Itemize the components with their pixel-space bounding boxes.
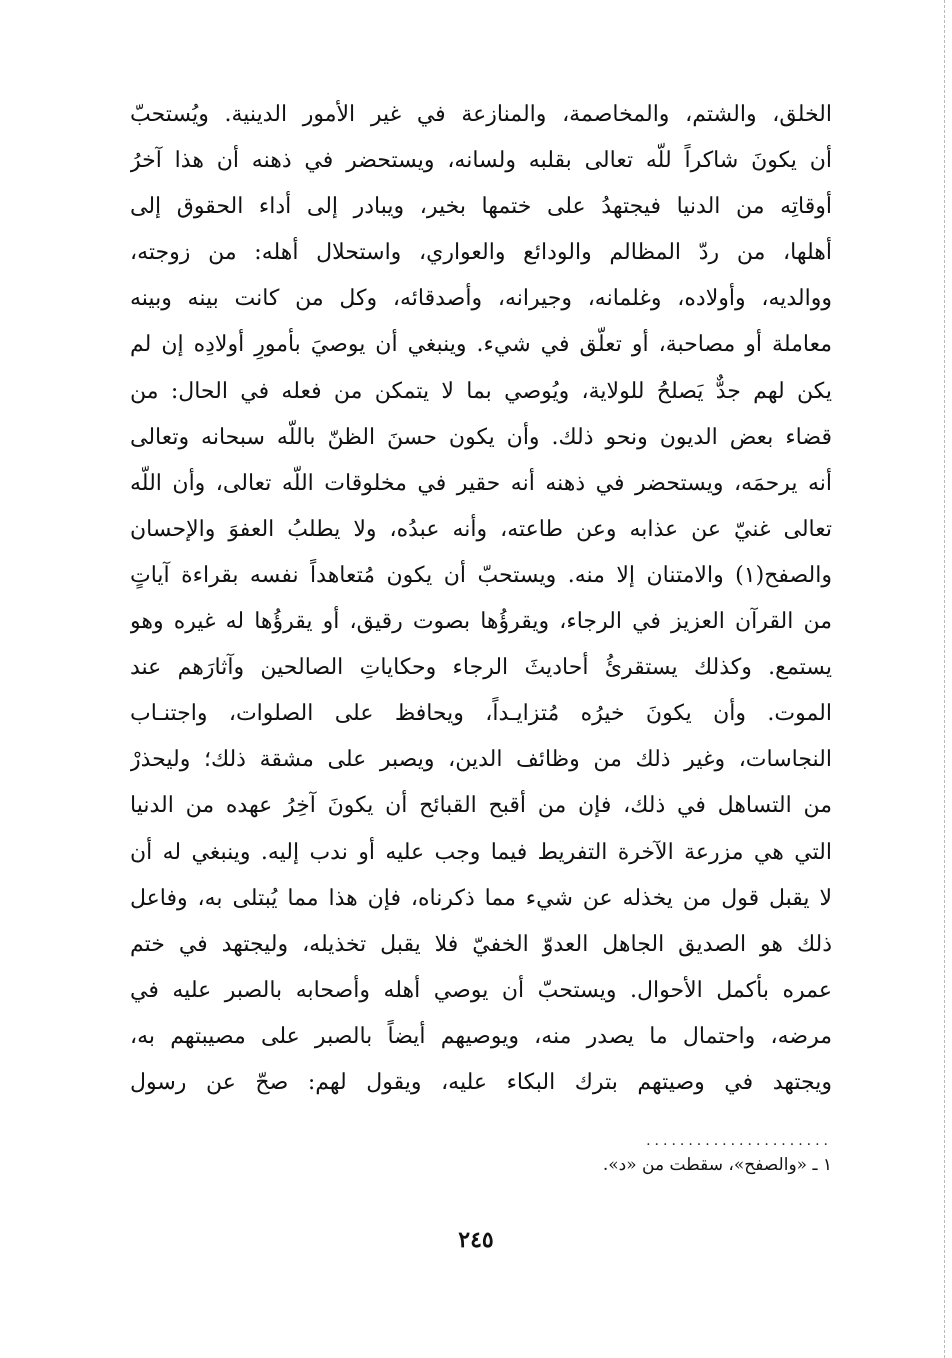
scan-edge-line [944,0,945,1358]
text-line: لا يقبل قول من يخذله عن شيء مما ذكرناه، فإن هذا مما يُبتلى به، وفاعل [130,885,832,911]
text-line: يستمع. وكذلك يستقرئُ أحاديثَ الرجاء وحكاياتِ الصالحين وآثارَهم عند [130,655,832,681]
text-line: معاملة أو مصاحبة، أو تعلّق في شيء. وينبغي أن يوصيَ بأمورِ أولادِه إن لم [130,332,832,358]
text-line: مرضه، واحتمال ما يصدر منه، ويوصيهم أيضاً بالصبر على مصيبتهم به، [130,1023,832,1049]
text-line: من القرآن العزيز في الرجاء، ويقرؤُها بصوت رقيق، أو يقرؤُها له غيره وهو [130,609,832,635]
text-line: والصفح(١) والامتنان إلا منه. ويستحبّ أن يكون مُتعاهداً نفسه بقراءة آياتٍ [130,562,832,588]
text-line: من التساهل في ذلك، فإن من أقبح القبائح أن يكونَ آخِرُ عهده من الدنيا [130,793,832,819]
text-line: التي هي مزرعة الآخرة التفريط فيما وجب عليه أو ندب إليه. وينبغي له أن [130,839,832,865]
text-line: عمره بأكمل الأحوال. ويستحبّ أن يوصي أهله وأصحابه بالصبر عليه في [130,977,832,1003]
text-line: أهلها، من ردّ المظالم والودائع والعواري، واستحلال أهله: من زوجته، [130,240,832,266]
text-line: الموت. وأن يكونَ خيرُه مُتزايـداً، ويحافظ على الصلوات، واجتنـاب [130,701,832,727]
footnote: ١ ـ «والصفح»، سقطت من «د». [602,1155,832,1175]
text-line: الخلق، والشتم، والمخاصمة، والمنازعة في غير الأمور الدينية. ويُستحبّ [130,102,832,127]
footnote-separator: ...................... [646,1136,832,1146]
text-line: أوقاتِه من الدنيا فيجتهدُ على ختمها بخير، ويبادر إلى أداء الحقوق إلى [130,194,832,220]
text-line: ووالديه، وأولاده، وغلمانه، وجيرانه، وأصدقائه، وكل من كانت بينه وبينه [130,286,832,312]
text-line: ويجتهد في وصيتهم بترك البكاء عليه، ويقول لهم: صحّ عن رسول [130,1069,832,1095]
page-number: ٢٤٥ [458,1227,494,1253]
text-line: أن يكونَ شاكراً للّه تعالى بقلبه ولسانه، ويستحضر في ذهنه أن هذا آخرُ [130,148,832,174]
body-text [130,92,832,1106]
text-line: تعالى غنيّ عن عذابه وعن طاعته، وأنه عبدُه، ولا يطلبُ العفوَ والإحسان [130,516,832,542]
text-line: قضاء بعض الديون ونحو ذلك. وأن يكون حسنَ الظنّ باللّه سبحانه وتعالى [130,424,832,450]
text-line: أنه يرحمَه، ويستحضر في ذهنه أنه حقير في مخلوقات اللّه تعالى، وأن اللّه [130,470,832,496]
text-line: ذلك هو الصديق الجاهل العدوّ الخفيّ فلا يقبل تخذيله، وليجتهد في ختم [130,931,832,957]
text-line: يكن لهم جدٌّ يَصلحُ للولاية، ويُوصي بما لا يتمكن من فعله في الحال: من [130,378,832,404]
text-line: النجاسات، وغير ذلك من وظائف الدين، ويصبر على مشقة ذلك؛ وليحذرْ [130,747,832,773]
